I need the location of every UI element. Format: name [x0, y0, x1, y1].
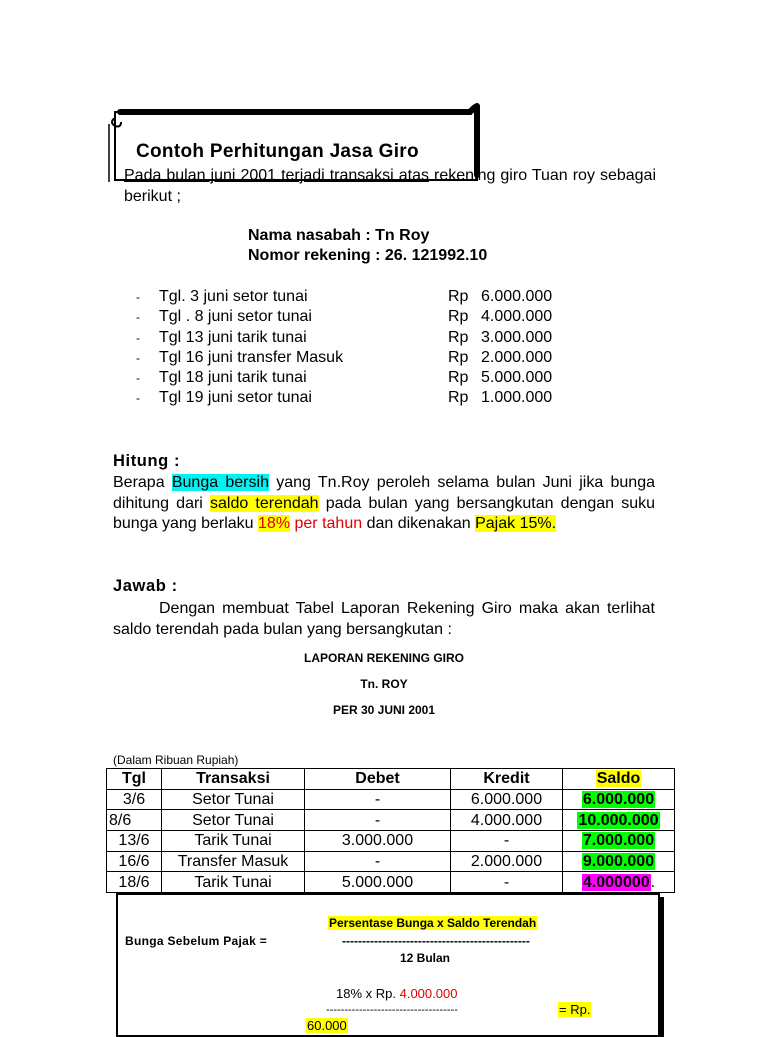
- cell-tgl: 8/6: [107, 810, 162, 831]
- currency: Rp: [448, 328, 469, 346]
- cell-tgl: 13/6: [107, 831, 162, 852]
- report-period: PER 30 JUNI 2001: [332, 703, 436, 717]
- column-header-saldo: [563, 769, 675, 790]
- calc-equals: [558, 1002, 591, 1017]
- report-table: [106, 768, 675, 893]
- transaction-amount: 3.000.000: [481, 328, 553, 346]
- calc-amount: 4.000.000: [399, 986, 458, 1001]
- page-title: Contoh Perhitungan Jasa Giro: [136, 141, 419, 162]
- cell-debet: 5.000.000: [305, 872, 451, 893]
- currency: Rp: [448, 369, 469, 387]
- transaction-amount: 6.000.000: [481, 288, 553, 305]
- calc-result: [306, 1018, 348, 1033]
- hitung-heading: Hitung :: [113, 452, 181, 470]
- formula-numerator: [328, 916, 537, 930]
- cell-kredit: -: [451, 872, 563, 893]
- transaction-amount: 5.000.000: [481, 369, 553, 387]
- hitung-text-2: yang Tn.Roy peroleh selama bulan Juni jika bunga dihitung dari: [113, 474, 655, 512]
- account-number: Nomor rekening : 26. 121992.10: [248, 247, 488, 264]
- cell-kredit: -: [451, 831, 563, 852]
- bullet-dash: -: [136, 290, 140, 304]
- currency: Rp: [448, 288, 469, 305]
- cell-transaksi: Tarik Tunai: [162, 831, 305, 852]
- calc-numerator: [336, 986, 457, 1001]
- transaction-desc: Tgl 13 juni tarik tunai: [159, 328, 307, 346]
- list-item: [130, 287, 570, 307]
- currency: Rp: [448, 308, 469, 326]
- cell-saldo: [563, 831, 675, 852]
- cell-debet: -: [305, 810, 451, 831]
- cell-saldo: [563, 810, 675, 831]
- hitung-text-4: dan dikenakan: [366, 515, 471, 532]
- transaction-desc: Tgl 16 juni transfer Masuk: [159, 348, 344, 366]
- table-row: [107, 831, 675, 852]
- table-row: [107, 789, 675, 810]
- transaction-desc: Tgl . 8 juni setor tunai: [159, 308, 312, 326]
- cell-debet: -: [305, 789, 451, 810]
- per-tahun: per tahun: [294, 515, 363, 532]
- hitung-text-3: pada bulan yang bersangkutan dengan suku bunga yang berlaku: [113, 494, 656, 532]
- cell-tgl: 16/6: [107, 851, 162, 872]
- bullet-dash: -: [136, 310, 140, 325]
- calc-divider: ------------------------------------: [326, 1004, 458, 1016]
- cell-saldo: [563, 789, 675, 810]
- equals-text: = Rp.: [559, 1002, 591, 1017]
- transaction-list: [130, 287, 570, 409]
- intro-rest: rekening giro Tuan roy sebagai berikut ;: [124, 167, 657, 205]
- customer-info: [248, 226, 487, 266]
- report-customer: Tn. ROY: [360, 677, 408, 691]
- formula-denominator: 12 Bulan: [400, 951, 451, 965]
- currency: Rp: [448, 389, 469, 407]
- bullet-dash: -: [136, 391, 140, 406]
- customer-name: Nama nasabah : Tn Roy: [248, 227, 430, 244]
- column-header-kredit: Kredit: [451, 769, 563, 790]
- formula-divider: -----------------------------------------------: [342, 934, 530, 948]
- currency: Rp: [448, 348, 469, 366]
- saldo-value: 7.000.000: [582, 832, 655, 850]
- cell-transaksi: Setor Tunai: [162, 810, 305, 831]
- report-title: LAPORAN REKENING GIRO: [303, 651, 464, 665]
- table-header-row: [107, 769, 675, 790]
- highlight-pajak: Pajak 15%.: [475, 515, 557, 532]
- numerator-text: Persentase Bunga x Saldo Terendah: [329, 916, 537, 930]
- saldo-lowest-value: 4.000000: [582, 873, 650, 891]
- cell-debet: 3.000.000: [305, 831, 451, 852]
- list-item: [130, 307, 570, 327]
- bullet-dash: -: [136, 350, 140, 365]
- bullet-dash: -: [136, 371, 140, 386]
- calc-prefix: 18% x Rp.: [336, 986, 396, 1001]
- cell-debet: -: [305, 851, 451, 872]
- cell-kredit: 2.000.000: [451, 851, 563, 872]
- cell-tgl: 18/6: [107, 872, 162, 893]
- hitung-text-1: Berapa: [113, 474, 165, 491]
- list-item: [130, 348, 570, 368]
- list-item: [130, 328, 570, 348]
- unit-note: (Dalam Ribuan Rupiah): [113, 753, 239, 767]
- result-text: 60.000: [307, 1018, 347, 1033]
- highlight-saldo-terendah: saldo terendah: [210, 494, 319, 512]
- intro-underlined: Pada bulan juni 2001 terjadi transaksi atas: [124, 167, 429, 184]
- cell-transaksi: Transfer Masuk: [162, 851, 305, 872]
- list-item: [130, 388, 570, 408]
- jawab-heading: Jawab :: [113, 577, 178, 595]
- saldo-value: 10.000.000: [578, 811, 659, 829]
- cell-kredit: 4.000.000: [451, 810, 563, 831]
- saldo-value: 9.000.000: [582, 853, 655, 871]
- saldo-value: 6.000.000: [582, 791, 655, 809]
- hitung-paragraph: [113, 473, 655, 535]
- transaction-desc: Tgl 18 juni tarik tunai: [159, 369, 307, 387]
- transaction-desc: Tgl 19 juni setor tunai: [159, 389, 312, 407]
- table-row: [107, 810, 675, 831]
- table-row: [107, 851, 675, 872]
- saldo-header-label: Saldo: [596, 770, 641, 788]
- transaction-amount: 1.000.000: [481, 389, 553, 407]
- cell-saldo: [563, 851, 675, 872]
- formula-label: Bunga Sebelum Pajak =: [125, 934, 268, 948]
- highlight-bunga-bersih: Bunga bersih: [171, 474, 269, 491]
- intro-paragraph: [124, 165, 656, 207]
- cell-kredit: 6.000.000: [451, 789, 563, 810]
- cell-transaksi: Tarik Tunai: [162, 872, 305, 893]
- list-item: [130, 368, 570, 388]
- column-header-transaksi: Transaksi: [162, 769, 305, 790]
- transaction-amount: 4.000.000: [481, 308, 553, 326]
- transaction-desc: Tgl. 3 juni setor tunai: [159, 288, 308, 305]
- bullet-dash: -: [136, 330, 140, 345]
- column-header-debet: Debet: [305, 769, 451, 790]
- column-header-tgl: Tgl: [107, 769, 162, 790]
- cell-saldo: [563, 872, 675, 893]
- saldo-suffix: .: [650, 873, 656, 891]
- cell-tgl: 3/6: [107, 789, 162, 810]
- cell-transaksi: Setor Tunai: [162, 789, 305, 810]
- interest-rate: 18%: [258, 515, 291, 532]
- transaction-amount: 2.000.000: [481, 348, 553, 366]
- table-row: [107, 872, 675, 893]
- jawab-paragraph: Dengan membuat Tabel Laporan Rekening Giro maka akan terlihat saldo terendah pada bulan yang bersangkutan :: [113, 600, 655, 638]
